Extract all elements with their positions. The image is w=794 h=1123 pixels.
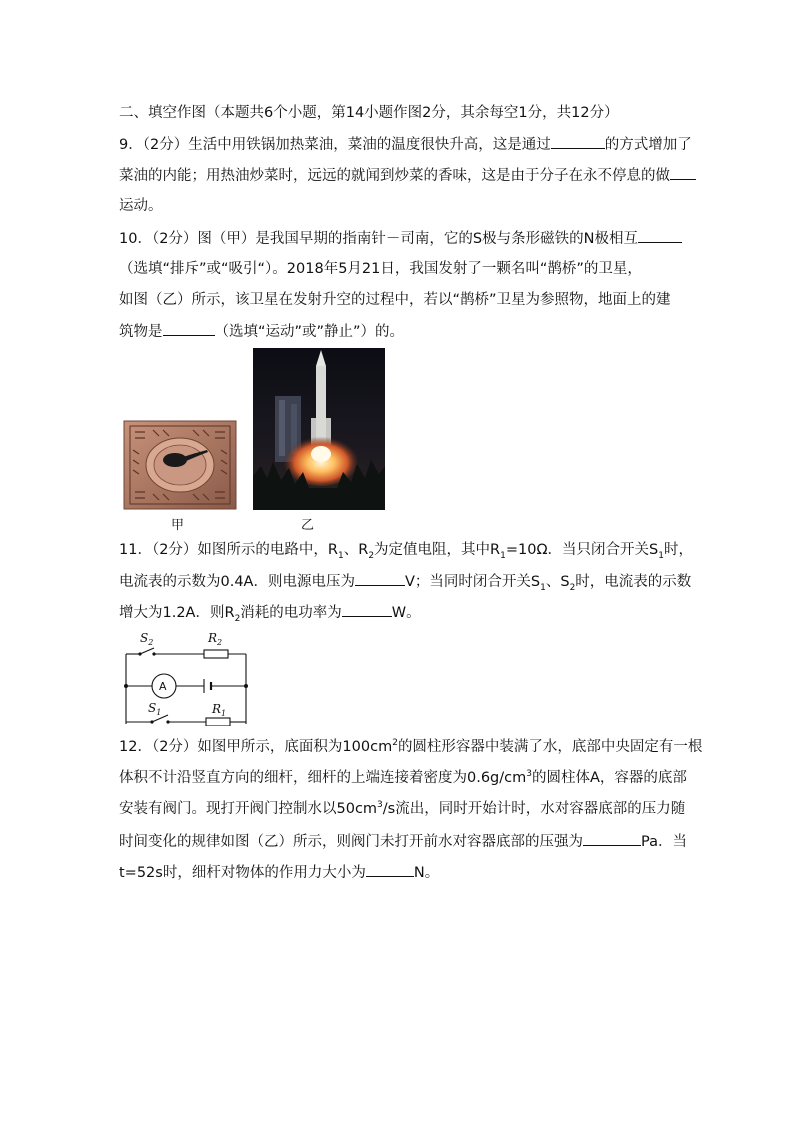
subscript: 1: [500, 550, 506, 561]
q9-blank-1: [551, 134, 605, 149]
q10-blank-1: [638, 228, 682, 243]
circuit-label-r2: $R_2$: [208, 631, 223, 647]
q11-text: W。: [391, 605, 421, 621]
section-title: 二、填空作图（本题共6个小题，第14小题作图2分，其余每空1分，共12分）: [119, 105, 619, 121]
q12-blank-1: [583, 831, 641, 846]
q10-line-3: 如图（乙）所示，该卫星在发射升空的过程中，若以“鹊桥”卫星为参照物，地面上的建: [119, 292, 671, 308]
q11-text: 11．（2分）如图所示的电路中，R: [119, 542, 338, 558]
q11-text: 电流表的示数为0.4A．则电源电压为: [119, 574, 355, 590]
subscript: 1: [540, 582, 546, 593]
q12-line-2: [119, 768, 687, 788]
figure-caption-yi: 乙: [301, 518, 315, 533]
q12-line-4: [119, 831, 687, 852]
q11-text: =10Ω．当只闭合开关S: [505, 542, 659, 558]
q12-text: N。: [413, 865, 440, 881]
subscript: 2: [234, 613, 241, 624]
q12-text: 的圆柱形容器中装满了水，底部中央固定有一根: [397, 739, 703, 755]
subscript: 1: [338, 550, 344, 561]
subscript: 2: [368, 550, 375, 561]
superscript: 3: [377, 800, 383, 811]
sinan-compass-figure: [123, 420, 237, 510]
q11-line-3: [119, 602, 421, 623]
q12-text: 12．（2分）如图甲所示，底面积为100cm: [119, 739, 393, 755]
ammeter-label: A: [159, 680, 167, 693]
q12-line-3: [119, 799, 685, 819]
q11-text: 、R: [343, 542, 369, 558]
q11-text: 为定值电阻，其中R: [374, 542, 501, 558]
q12-text: 的圆柱体A，容器的底部: [531, 770, 687, 786]
q10-line-4: [119, 321, 404, 342]
circuit-label-s2: $S_2$: [140, 631, 154, 647]
q11-text: V；当同时闭合开关S: [404, 574, 541, 590]
q10-text: 10．（2分）图（甲）是我国早期的指南针－司南，它的S极与条形磁铁的N极相互: [119, 231, 638, 247]
q12-text: Pa．当: [641, 834, 687, 850]
q12-blank-2: [366, 862, 414, 877]
q11-line-2: [119, 571, 691, 592]
q11-text: 增大为1.2A．则R: [119, 605, 235, 621]
q10-text: （选填“运动”或”静止”）的。: [214, 324, 405, 340]
q11-text: 、S: [545, 574, 570, 590]
q11-text: 时，电流表的示数: [575, 574, 692, 590]
q12-text: t=52s时，细杆对物体的作用力大小为: [119, 865, 366, 881]
q9-text: 菜油的内能；用热油炒菜时，远远的就闻到炒菜的香味，这是由于分子在永不停息的做: [119, 168, 670, 184]
q10-blank-2: [163, 321, 215, 336]
q9-line-1: [119, 134, 692, 155]
q11-blank-1: [355, 571, 405, 586]
circuit-diagram: [118, 628, 254, 726]
q12-text: 安装有阀门。现打开阀门控制水以50cm: [119, 801, 378, 817]
q9-text: 9．（2分）生活中用铁锅加热菜油，菜油的温度很快升高，这是通过: [119, 137, 551, 153]
q12-text: 体积不计沿竖直方向的细杆，细杆的上端连接着密度为0.6g/cm: [119, 770, 527, 786]
rocket-launch-figure: [253, 348, 385, 510]
q9-line-2: [119, 165, 696, 186]
subscript: 1: [658, 550, 664, 561]
q10-text: 筑物是: [119, 324, 163, 340]
q11-text: 消耗的电功率为: [240, 605, 342, 621]
superscript: 3: [526, 769, 532, 780]
q9-text: 的方式增加了: [604, 137, 692, 153]
circuit-label-s1: $S_1$: [148, 701, 162, 717]
q9-blank-2: [670, 165, 696, 180]
q12-line-5: [119, 862, 439, 883]
q12-line-1: [119, 737, 702, 757]
circuit-label-r1: $R_1$: [212, 702, 227, 718]
q9-line-3: 运动。: [119, 198, 163, 214]
q10-line-2: （选填“排斥”或“吸引“）。2018年5月21日，我国发射了一颗名叫“鹊桥”的卫星，: [119, 261, 642, 277]
q10-line-1: [119, 228, 682, 249]
subscript: 2: [569, 582, 576, 593]
figure-caption-jia: 甲: [171, 518, 185, 533]
q12-text: 时间变化的规律如图（乙）所示，则阀门未打开前水对容器底部的压强为: [119, 834, 583, 850]
q12-text: /s流出，同时开始计时，水对容器底部的压力随: [382, 801, 686, 817]
q11-text: 时，: [663, 542, 693, 558]
superscript: 2: [392, 738, 398, 749]
q11-line-1: [119, 540, 693, 560]
q11-blank-2: [342, 602, 392, 617]
